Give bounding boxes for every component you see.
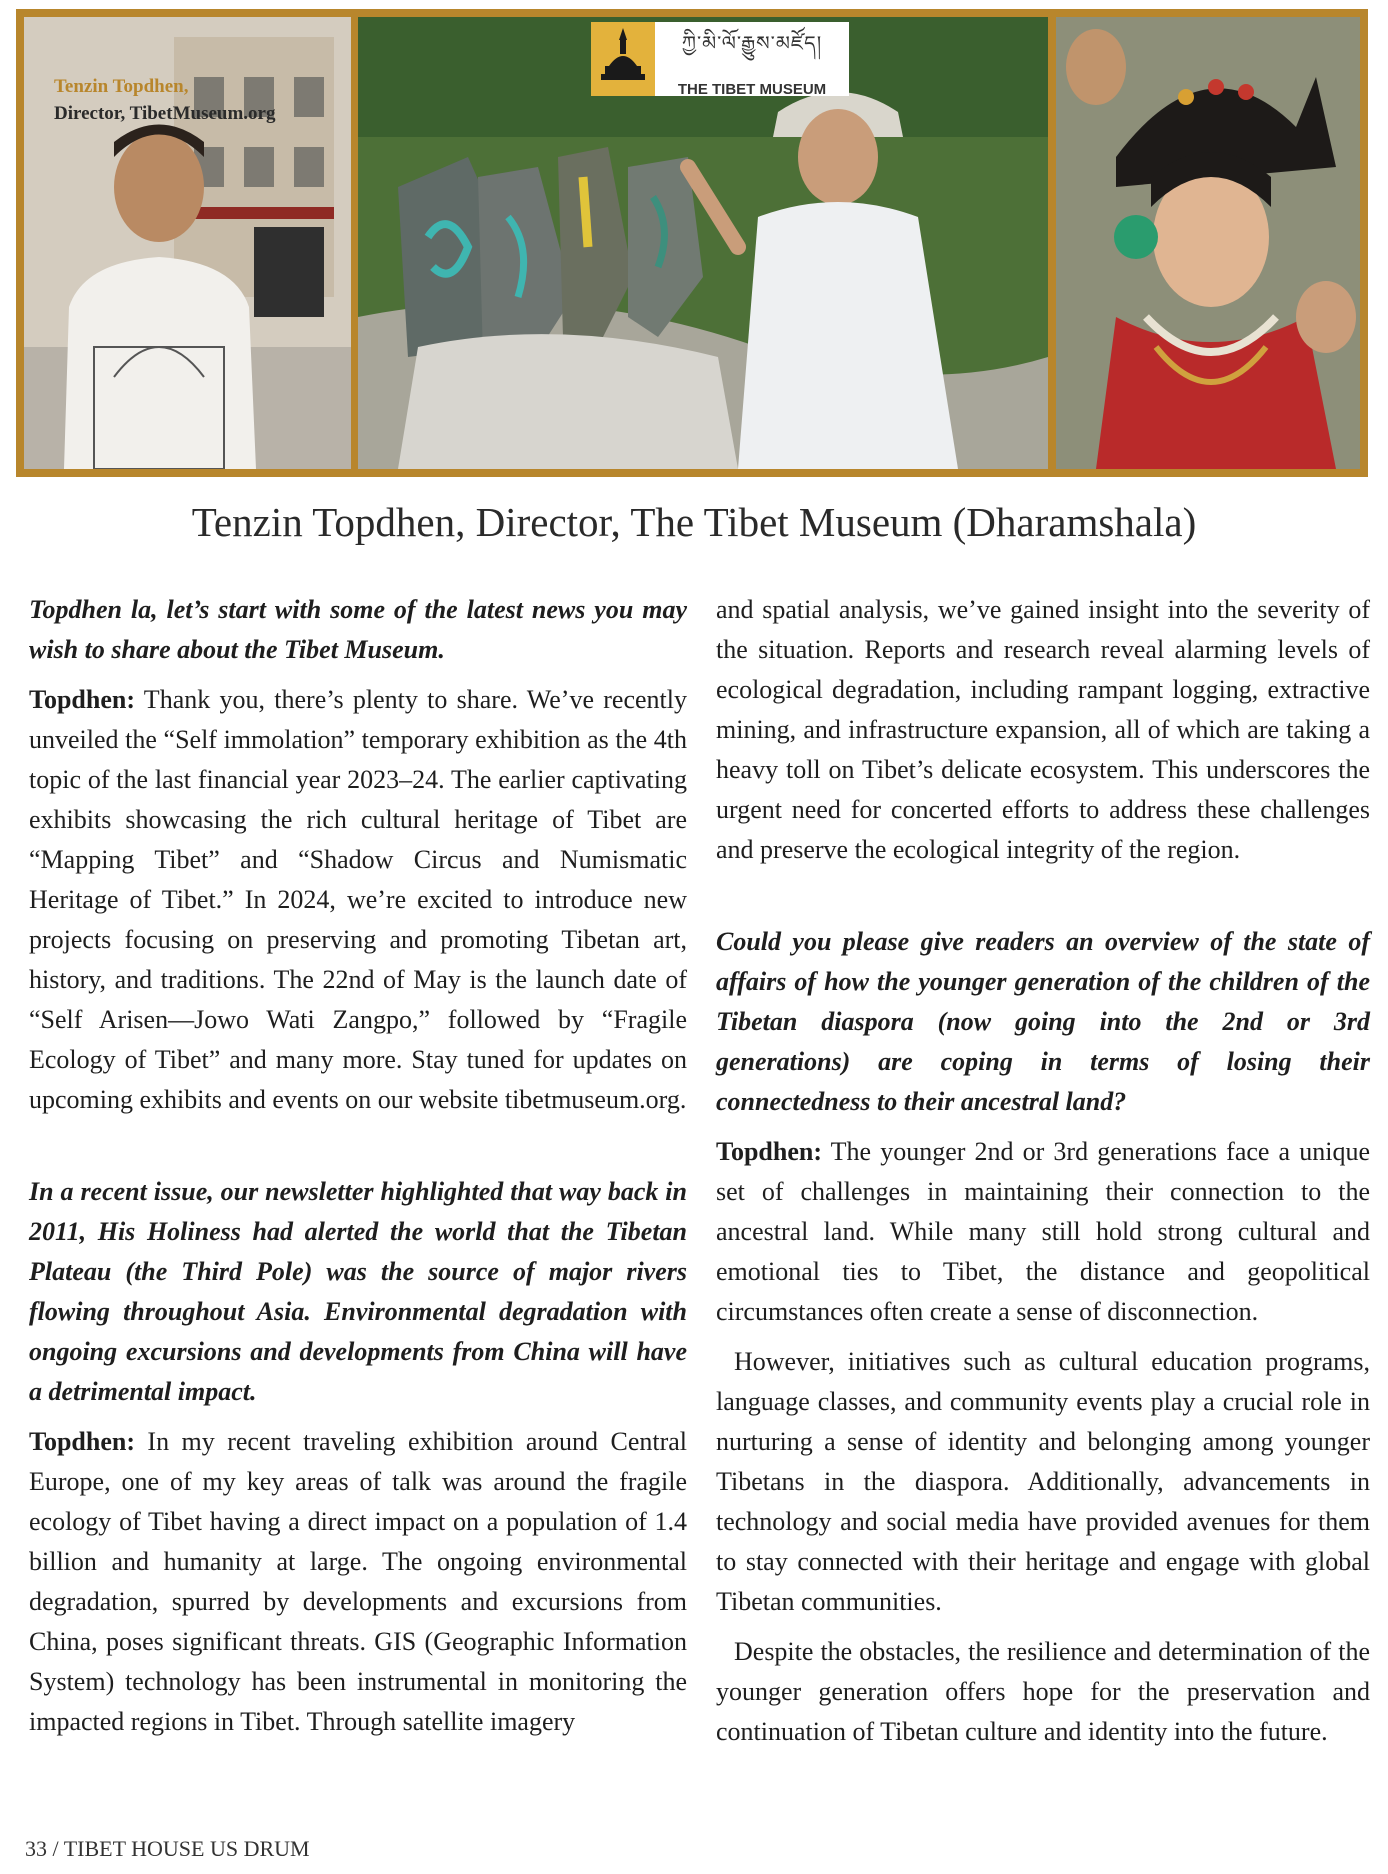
answer-3-paragraph-3: Despite the obstacles, the resilience and determination of the younger generation offers hope for the preservation and continuation of Tibetan culture and identity into the future. bbox=[716, 1637, 1370, 1746]
photo-caption bbox=[54, 73, 275, 127]
answer-2-text: In my recent traveling exhibition around Central Europe, one of my key areas of talk was around the fragile ecology of Tibet having a direct impact on a population of 1.4 billion and humanity at large. The ongoing environmental degradation, spurred by developments and excursions from China, poses significant threats. GIS (Geographic Information System) technology has been instrumental in monitoring the impacted regions in Tibet. Through satellite imagery bbox=[29, 1427, 687, 1736]
photo-banner bbox=[16, 9, 1368, 477]
answer-3 bbox=[716, 1132, 1370, 1332]
stupa-icon bbox=[591, 22, 655, 96]
photo-caption-name: Tenzin Topdhen, bbox=[54, 76, 189, 97]
question-1: Topdhen la, let’s start with some of the latest news you may wish to share about the Tibet Museum. bbox=[29, 595, 687, 664]
logo-tibetan-script: ཀྱི་མི་ལོ་རྒྱུས་མཛོད། bbox=[681, 32, 823, 55]
answer-2 bbox=[29, 1422, 687, 1742]
question-2: In a recent issue, our newsletter highlighted that way back in 2011, His Holiness had alerted the world that the Tibetan Plateau (the Third Pole) was the source of major rivers flowing throughout Asia. Environmental degradation with ongoing excursions and developments from China will have a detrimental impact. bbox=[29, 1177, 687, 1406]
answer-2-continued: and spatial analysis, we’ve gained insight into the severity of the situation. Reports and research reveal alarming levels of ecological degradation, including rampant logging, extractive mining, and infrastructure expansion, all of which are taking a heavy toll on Tibet’s delicate ecosystem. This underscores the urgent need for concerted efforts to address these challenges and preserve the ecological integrity of the region. bbox=[716, 595, 1370, 864]
logo-name: THE TIBET MUSEUM bbox=[677, 80, 827, 98]
page-footer: 33 / TIBET HOUSE US DRUM bbox=[25, 1836, 310, 1861]
photo-caption-title: Director, TibetMuseum.org bbox=[54, 103, 276, 124]
tibetan-girl-headdress-photo bbox=[1056, 17, 1360, 469]
answer-3-paragraph-2: However, initiatives such as cultural education programs, language classes, and community events play a crucial role in nurturing a sense of identity and belonging among younger Tibetans in the diaspora. Additionally, advancements in technology and social media have provided avenues for them to stay connected with their heritage and engage with global Tibetan communities. bbox=[716, 1347, 1370, 1616]
speaker-label: Topdhen: bbox=[29, 1427, 135, 1456]
article-heading: Tenzin Topdhen, Director, The Tibet Museum (Dharamshala) bbox=[191, 499, 1197, 545]
tibet-museum-logo bbox=[591, 22, 849, 96]
left-column bbox=[29, 590, 687, 1742]
headdress-illustration bbox=[1056, 17, 1360, 469]
director-portrait-photo bbox=[24, 17, 351, 469]
answer-3-text: The younger 2nd or 3rd generations face a unique set of challenges in maintaining their connection to the ancestral land. While many still hold strong cultural and emotional ties to Tibet, the distance and geopolitical circumstances often create a sense of disconnection. bbox=[716, 1137, 1370, 1326]
speaker-label: Topdhen: bbox=[29, 685, 135, 714]
question-3: Could you please give readers an overview of the state of affairs of how the younger generation of the children of the Tibetan diaspora (now going into the 2nd or 3rd generations) are coping in terms of losing their connectedness to their ancestral land? bbox=[716, 927, 1370, 1116]
answer-1 bbox=[29, 680, 687, 1120]
right-column bbox=[716, 590, 1370, 1752]
answer-1-text: Thank you, there’s plenty to share. We’ve recently unveiled the “Self immolation” temporary exhibition as the 4th topic of the last financial year 2023–24. The earlier captivating exhibits showcasing the rich cultural heritage of Tibet are “Mapping Tibet” and “Shadow Circus and Numismatic Heritage of Tibet.” In 2024, we’re excited to introduce new projects focusing on preserving and promoting Tibetan art, history, and traditions. The 22nd of May is the launch date of “Self Arisen—Jowo Wati Zangpo,” followed by “Fragile Ecology of Tibet” and many more. Stay tuned for updates on upcoming exhibits and events on our website tibetmuseum.org. bbox=[29, 685, 687, 1114]
speaker-label: Topdhen: bbox=[716, 1137, 822, 1166]
